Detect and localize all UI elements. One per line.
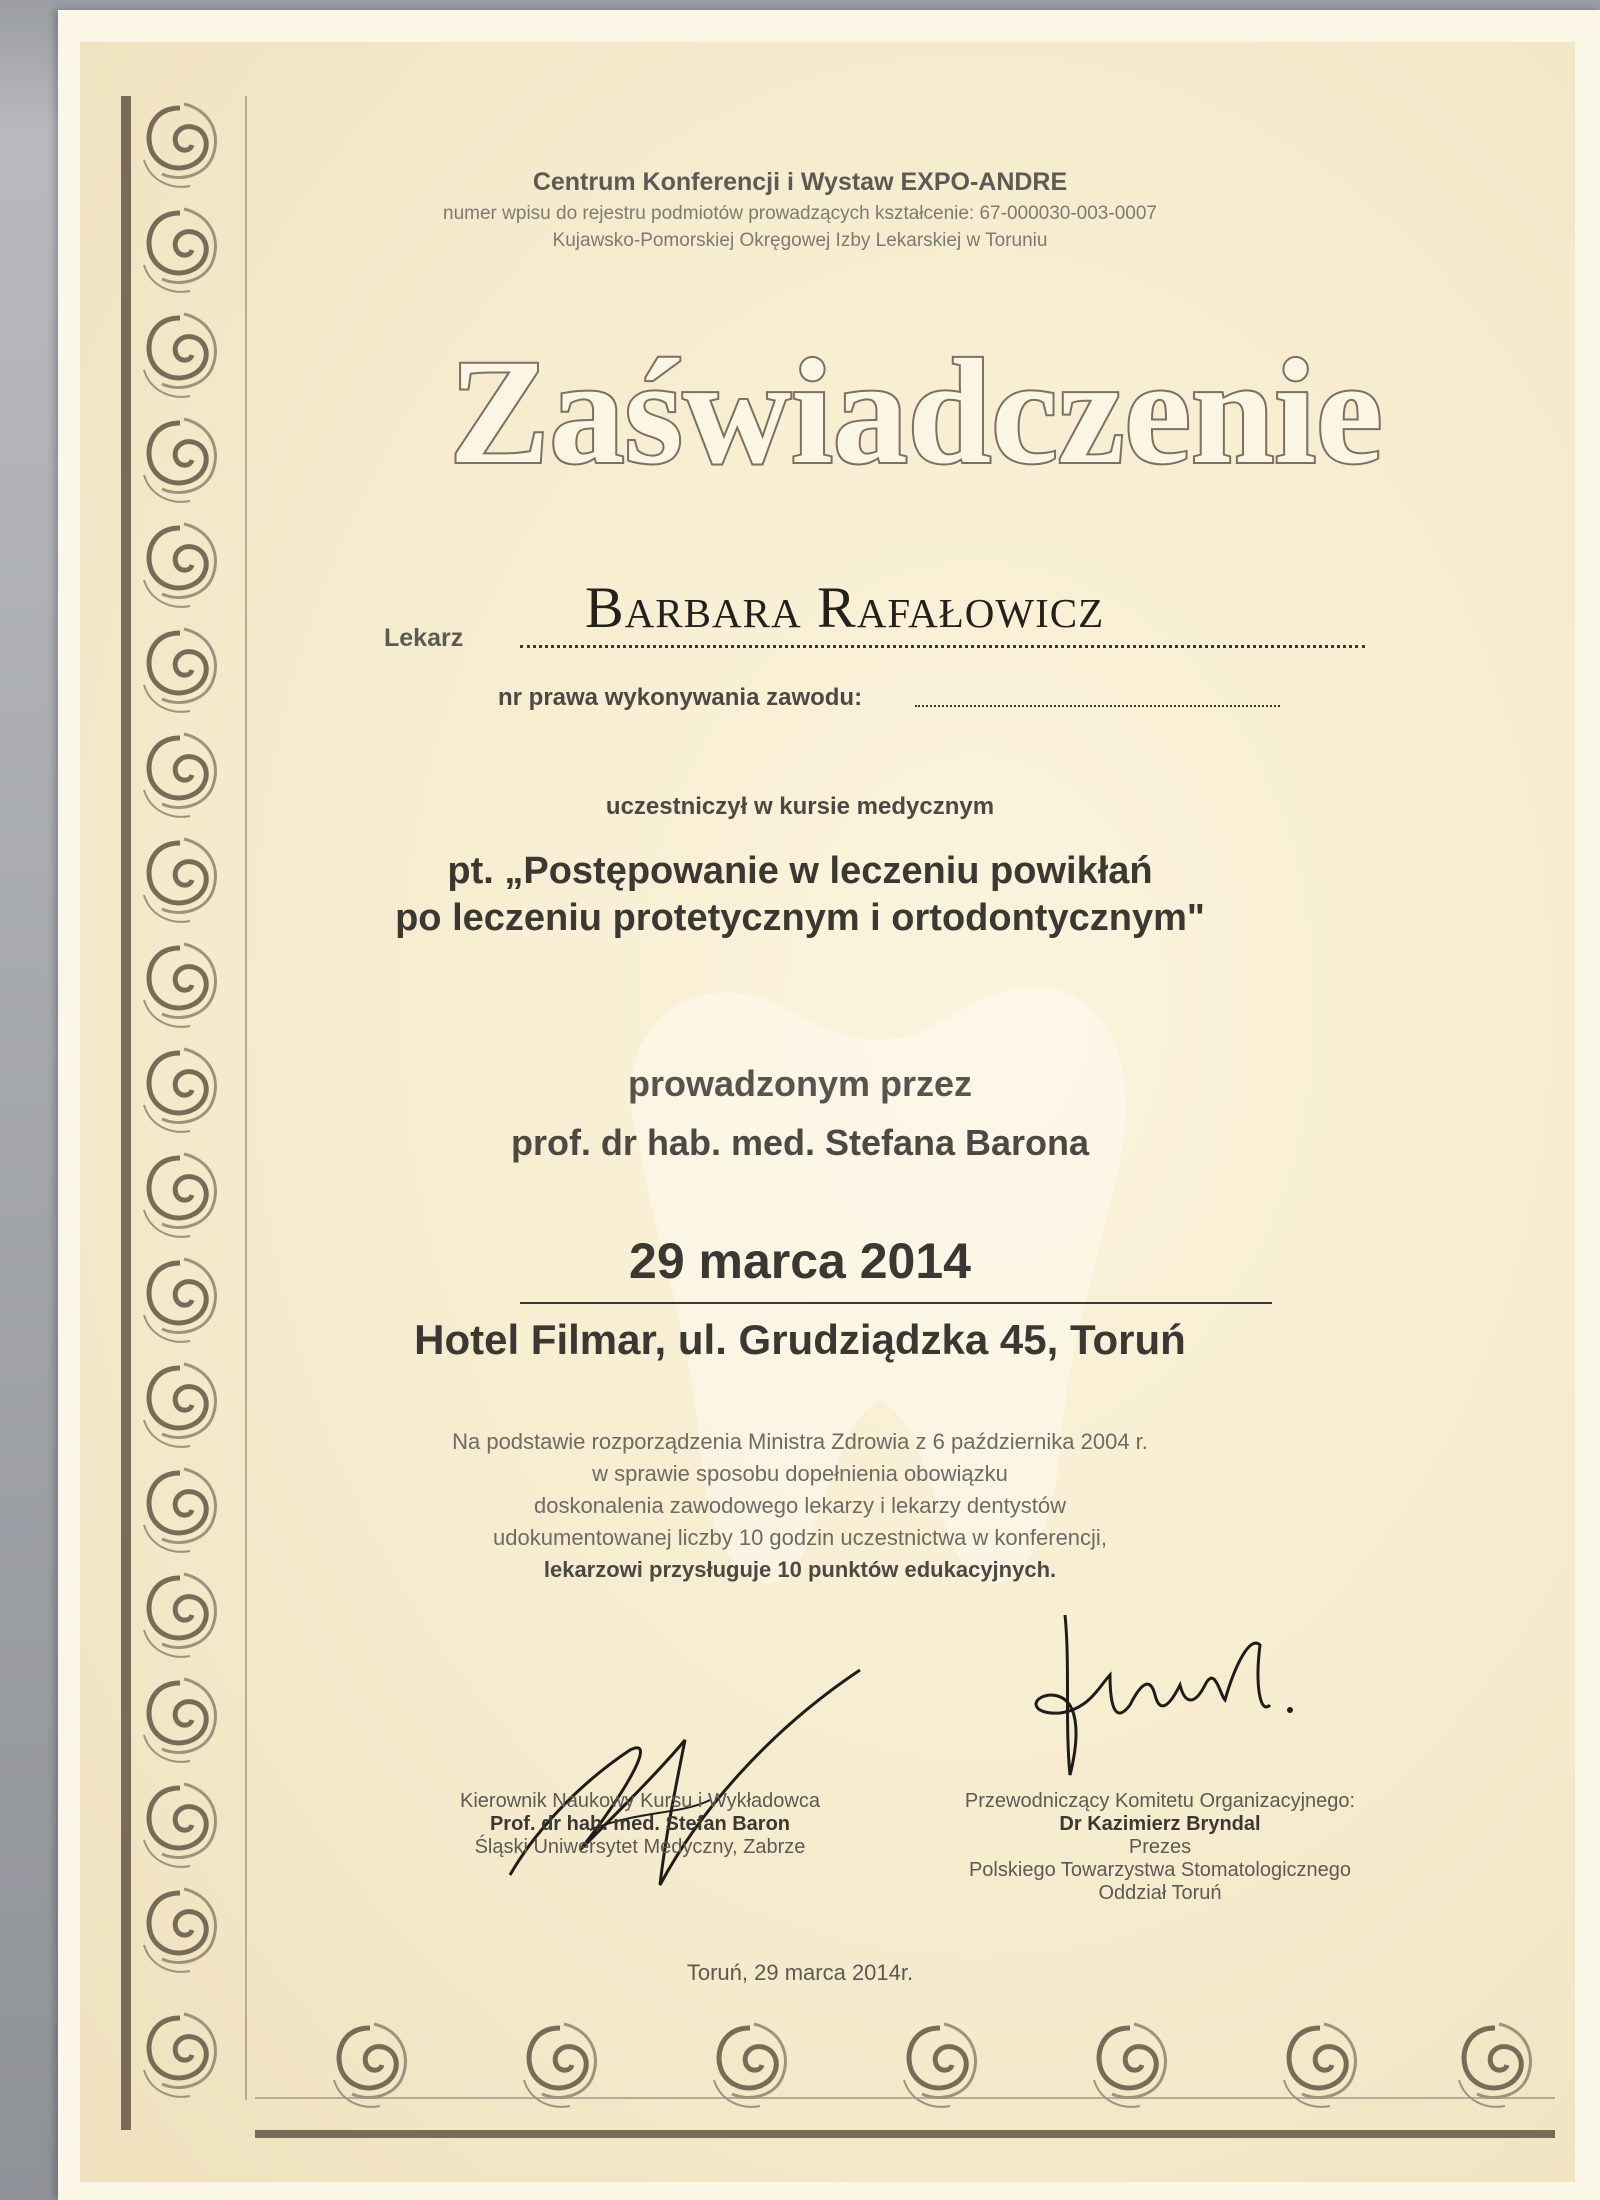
signature-right <box>1010 1605 1310 1785</box>
border-rail-bottom <box>255 2130 1555 2138</box>
course-venue: Hotel Filmar, ul. Grudziądzka 45, Toruń <box>414 1316 1186 1363</box>
legal-line: doskonalenia zawodowego lekarzy i lekarzy dentystów <box>534 1493 1066 1518</box>
legal-basis <box>0 1426 1600 1586</box>
signatory-right <box>920 1790 1400 1905</box>
signatory-right-branch: Oddział Toruń <box>1098 1882 1222 1904</box>
organization-chamber: Kujawsko-Pomorskiej Okręgowej Izby Lekarskiej w Toruniu <box>552 230 1048 251</box>
signatory-right-position: Prezes <box>1128 1836 1192 1858</box>
organization-name: Centrum Konferencji i Wystaw EXPO-ANDRE <box>532 168 1068 196</box>
place-and-date: Toruń, 29 marca 2014r. <box>686 1960 914 1985</box>
participation-text: uczestniczył w kursie medycznym <box>605 793 995 820</box>
license-number-label: nr prawa wykonywania zawodu: <box>498 684 863 711</box>
organization-registry: numer wpisu do rejestru podmiotów prowadzących kształcenie: 67-000030-003-0007 <box>443 203 1157 224</box>
spiral-ornament-icon <box>144 2014 1531 2107</box>
signatory-left <box>415 1790 865 1859</box>
legal-line: Na podstawie rozporządzenia Ministra Zdrowia z 6 października 2004 r. <box>452 1429 1148 1454</box>
led-by-text: prowadzonym przez <box>627 1063 973 1104</box>
signatory-right-society: Polskiego Towarzystwa Stomatologicznego <box>968 1859 1352 1881</box>
signatory-left-affiliation: Śląski Uniwersytet Medyczny, Zabrze <box>474 1836 806 1858</box>
signatory-right-role: Przewodniczący Komitetu Organizacyjnego: <box>964 1790 1356 1812</box>
course-title-line2: po leczeniu protetycznym i ortodontycznym" <box>395 897 1205 939</box>
license-dotted-line <box>915 705 1280 707</box>
education-points-line: lekarzowi przysługuje 10 punktów edukacyjnych. <box>543 1557 1057 1582</box>
course-date: 29 marca 2014 <box>629 1233 971 1289</box>
legal-line: w sprawie sposobu dopełnienia obowiązku <box>592 1461 1008 1486</box>
certificate-title <box>0 330 1600 500</box>
name-dotted-line <box>520 645 1365 648</box>
doctor-label: Lekarz <box>384 624 464 652</box>
certificate-title-text: Zaświadczenie <box>449 330 1383 495</box>
signatory-right-name: Dr Kazimierz Bryndal <box>1059 1813 1261 1835</box>
signatory-left-name: Prof. dr hab. med. Stefan Baron <box>489 1813 791 1835</box>
date-divider <box>520 1302 1272 1304</box>
course-title-line1: pt. „Postępowanie w leczeniu powikłań <box>447 850 1153 892</box>
lecturer-name: prof. dr hab. med. Stefana Barona <box>510 1122 1090 1163</box>
signatory-left-role: Kierownik Naukowy Kursu i Wykładowca <box>460 1790 820 1812</box>
signature-left <box>470 1640 870 1900</box>
doctor-name: Barbara Rafałowicz <box>585 575 1105 640</box>
legal-line: udokumentowanej liczby 10 godzin uczestnictwa w konferencji, <box>493 1525 1107 1550</box>
